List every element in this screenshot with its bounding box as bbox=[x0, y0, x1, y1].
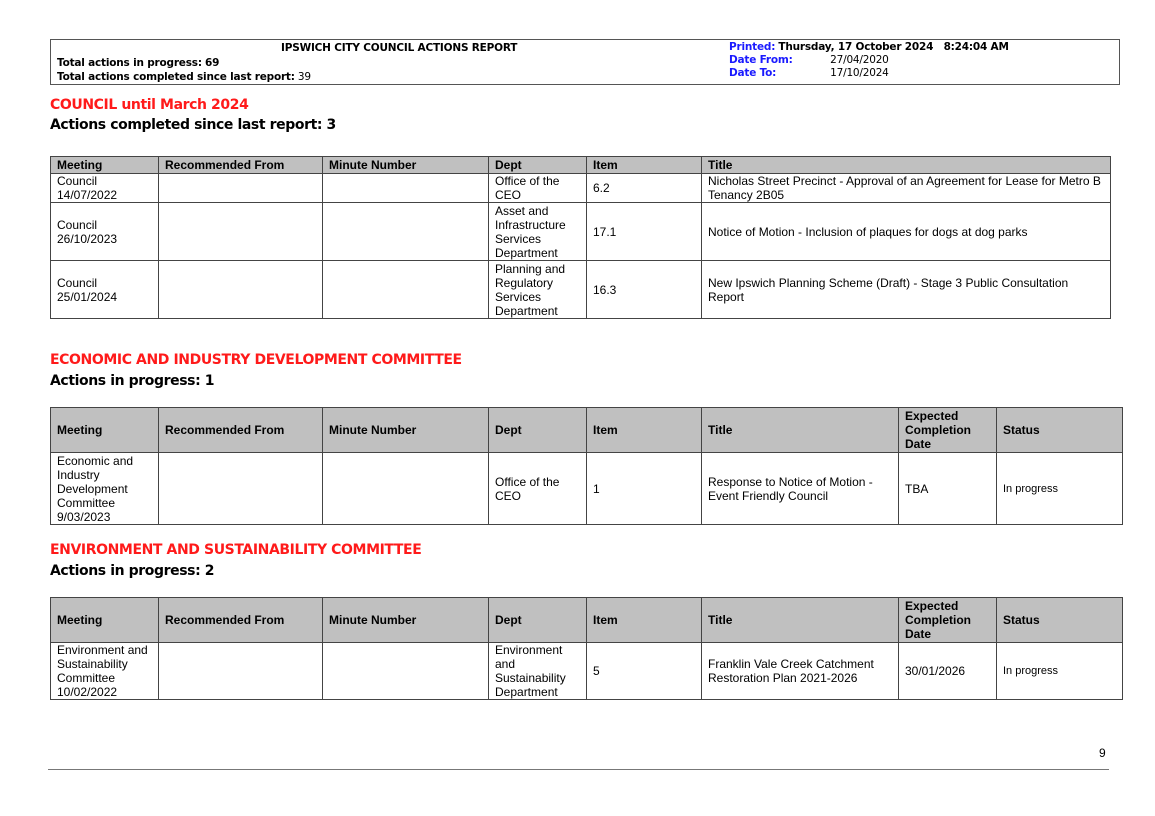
dept-cell: Office of the CEO bbox=[489, 174, 587, 203]
meeting-name: Environment and Sustainability Committee bbox=[57, 643, 148, 685]
title-cell: New Ipswich Planning Scheme (Draft) - Stage 3 Public Consultation Report bbox=[702, 261, 1111, 319]
col-recommended-from: Recommended From bbox=[159, 157, 323, 174]
table-header-row bbox=[51, 408, 1123, 453]
footer-divider bbox=[48, 769, 1109, 770]
minute-number-cell bbox=[323, 174, 489, 203]
date-to-label: Date To: bbox=[729, 67, 777, 79]
table-row bbox=[51, 453, 1123, 525]
recommended-from-cell bbox=[159, 261, 323, 319]
col-status: Status bbox=[997, 598, 1123, 643]
total-in-progress bbox=[57, 57, 219, 69]
dept-cell: Office of the CEO bbox=[489, 453, 587, 525]
printed-row bbox=[729, 41, 1009, 54]
col-status: Status bbox=[997, 408, 1123, 453]
council-actions-table bbox=[50, 156, 1111, 319]
dept-cell: Planning and Regulatory Services Department bbox=[489, 261, 587, 319]
meeting-name: Council bbox=[57, 217, 98, 232]
date-from-value: 27/04/2020 bbox=[830, 54, 889, 66]
col-dept: Dept bbox=[489, 598, 587, 643]
col-item: Item bbox=[587, 598, 702, 643]
total-completed-label: Total actions completed since last report: bbox=[57, 71, 295, 83]
expected-completion-cell: 30/01/2026 bbox=[899, 643, 997, 700]
printed-value: Thursday, 17 October 2024 8:24:04 AM bbox=[778, 41, 1009, 53]
meeting-cell bbox=[51, 453, 159, 525]
total-in-progress-label: Total actions in progress: bbox=[57, 57, 202, 69]
recommended-from-cell bbox=[159, 643, 323, 700]
minute-number-cell bbox=[323, 203, 489, 261]
col-title: Title bbox=[702, 408, 899, 453]
total-completed-value: 39 bbox=[297, 71, 311, 83]
meeting-date: 26/10/2023 bbox=[57, 231, 118, 246]
recommended-from-cell bbox=[159, 174, 323, 203]
total-in-progress-value: 69 bbox=[204, 57, 220, 69]
col-meeting: Meeting bbox=[51, 157, 159, 174]
title-cell: Franklin Vale Creek Catchment Restoration Plan 2021-2026 bbox=[702, 643, 899, 700]
meeting-date: 10/02/2022 bbox=[57, 685, 118, 699]
col-minute-number: Minute Number bbox=[323, 408, 489, 453]
col-expected-completion: Expected Completion Date bbox=[899, 598, 997, 643]
report-header bbox=[50, 39, 1120, 85]
table-header-row bbox=[51, 598, 1123, 643]
col-expected-completion: Expected Completion Date bbox=[899, 408, 997, 453]
table-header-row bbox=[51, 157, 1111, 174]
minute-number-cell bbox=[323, 453, 489, 525]
col-recommended-from: Recommended From bbox=[159, 598, 323, 643]
recommended-from-cell bbox=[159, 203, 323, 261]
meeting-date: 9/03/2023 bbox=[57, 509, 111, 524]
expected-completion-cell: TBA bbox=[899, 453, 997, 525]
col-item: Item bbox=[587, 157, 702, 174]
economic-actions-table bbox=[50, 407, 1123, 525]
table-row bbox=[51, 203, 1111, 261]
page-number: 9 bbox=[1099, 746, 1106, 760]
meeting-cell bbox=[51, 643, 159, 700]
printed-label: Printed: bbox=[729, 41, 776, 53]
table-row bbox=[51, 643, 1123, 700]
col-minute-number: Minute Number bbox=[323, 598, 489, 643]
recommended-from-cell bbox=[159, 453, 323, 525]
section-subtitle-economic: Actions in progress: 1 bbox=[50, 373, 215, 389]
environment-actions-table bbox=[50, 597, 1123, 700]
section-subtitle-council: Actions completed since last report: 3 bbox=[50, 117, 336, 133]
meeting-name: Economic and Industry Development Committee bbox=[57, 453, 134, 510]
item-cell: 6.2 bbox=[587, 174, 702, 203]
report-meta bbox=[729, 41, 1009, 80]
meeting-cell bbox=[51, 203, 159, 261]
meeting-name: Council bbox=[57, 174, 98, 188]
status-cell: In progress bbox=[997, 643, 1123, 700]
col-dept: Dept bbox=[489, 408, 587, 453]
dept-cell: Asset and Infrastructure Services Department bbox=[489, 203, 587, 261]
col-meeting: Meeting bbox=[51, 408, 159, 453]
col-meeting: Meeting bbox=[51, 598, 159, 643]
minute-number-cell bbox=[323, 643, 489, 700]
dept-cell: Environment and Sustainability Department bbox=[489, 643, 587, 700]
date-from-row bbox=[729, 54, 1009, 67]
date-to-row bbox=[729, 67, 1009, 80]
section-title-council: COUNCIL until March 2024 bbox=[50, 97, 249, 113]
section-subtitle-environment: Actions in progress: 2 bbox=[50, 563, 215, 579]
section-title-economic: ECONOMIC AND INDUSTRY DEVELOPMENT COMMITTEE bbox=[50, 352, 462, 368]
table-row bbox=[51, 174, 1111, 203]
item-cell: 17.1 bbox=[587, 203, 702, 261]
report-title: IPSWICH CITY COUNCIL ACTIONS REPORT bbox=[281, 42, 518, 54]
meeting-cell bbox=[51, 174, 159, 203]
col-recommended-from: Recommended From bbox=[159, 408, 323, 453]
date-to-value: 17/10/2024 bbox=[830, 67, 889, 79]
item-cell: 5 bbox=[587, 643, 702, 700]
minute-number-cell bbox=[323, 261, 489, 319]
col-minute-number: Minute Number bbox=[323, 157, 489, 174]
col-dept: Dept bbox=[489, 157, 587, 174]
meeting-cell bbox=[51, 261, 159, 319]
col-title: Title bbox=[702, 598, 899, 643]
item-cell: 16.3 bbox=[587, 261, 702, 319]
meeting-date: 25/01/2024 bbox=[57, 289, 118, 304]
title-cell: Response to Notice of Motion - Event Friendly Council bbox=[702, 453, 899, 525]
table-row bbox=[51, 261, 1111, 319]
meeting-name: Council bbox=[57, 275, 98, 290]
total-completed bbox=[57, 71, 311, 83]
section-title-environment: ENVIRONMENT AND SUSTAINABILITY COMMITTEE bbox=[50, 542, 422, 558]
status-cell: In progress bbox=[997, 453, 1123, 525]
item-cell: 1 bbox=[587, 453, 702, 525]
meeting-date: 14/07/2022 bbox=[57, 188, 118, 202]
col-item: Item bbox=[587, 408, 702, 453]
col-title: Title bbox=[702, 157, 1111, 174]
title-cell: Nicholas Street Precinct - Approval of an Agreement for Lease for Metro B Tenancy 2B05 bbox=[702, 174, 1111, 203]
title-cell: Notice of Motion - Inclusion of plaques for dogs at dog parks bbox=[702, 203, 1111, 261]
date-from-label: Date From: bbox=[729, 54, 793, 66]
